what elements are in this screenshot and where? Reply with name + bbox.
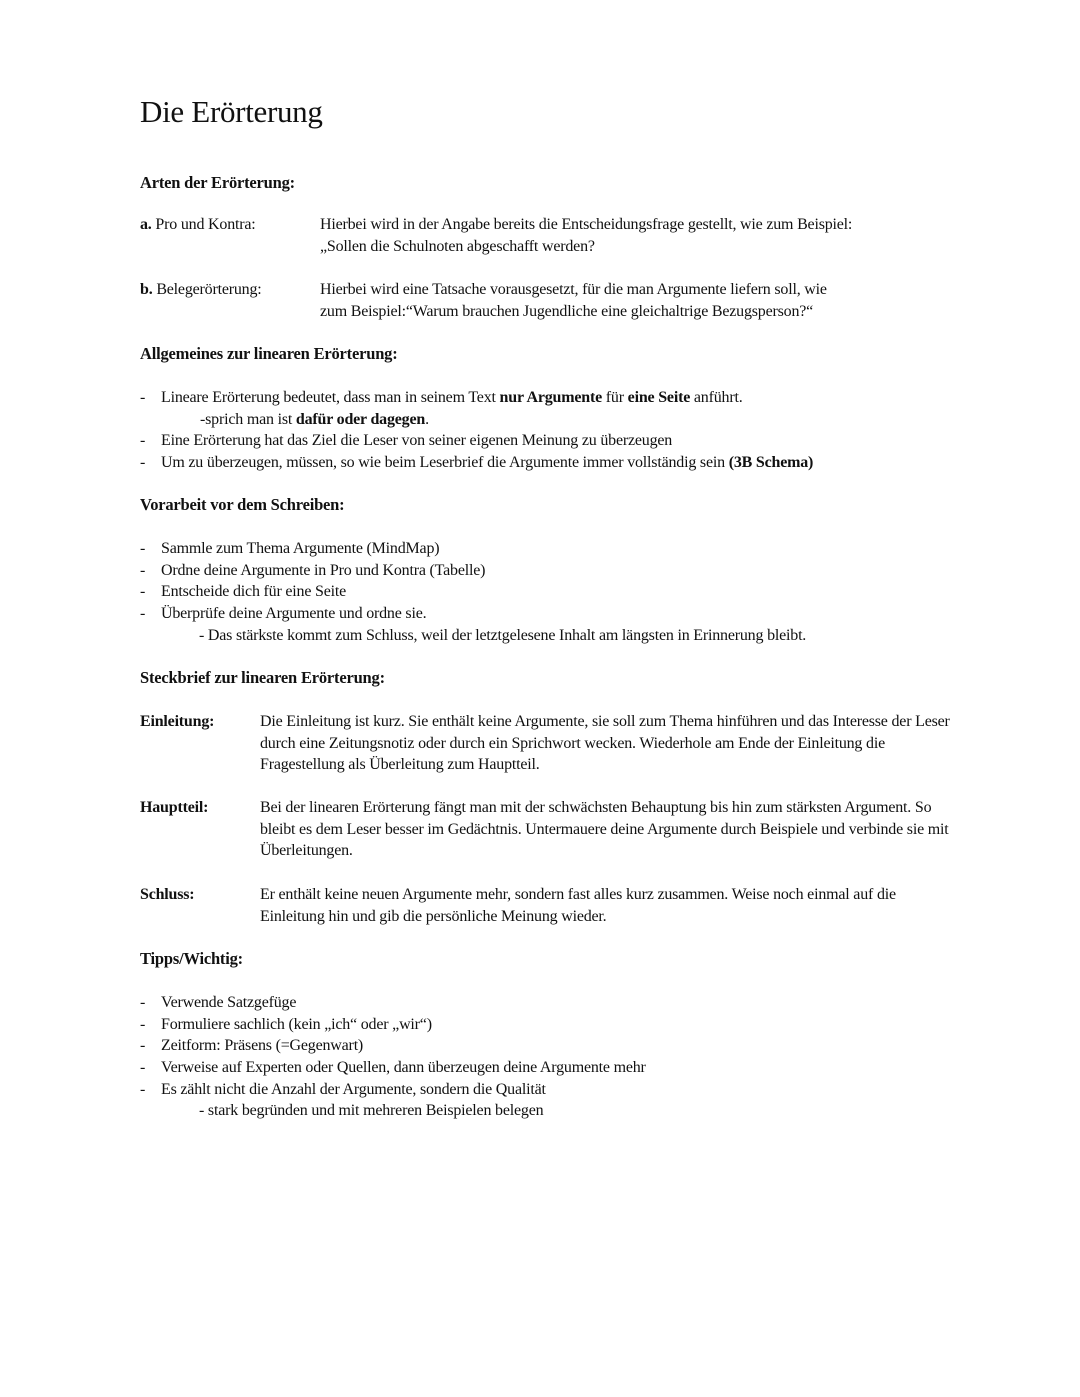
- vorarbeit-item-3: Entscheide dich für eine Seite: [161, 583, 347, 600]
- steckbrief-term-einleitung: Einleitung:: [140, 713, 215, 730]
- allgemeines-item-1: Lineare Erörterung bedeutet, dass man in seinem Text nur Argumente für eine Seite anführt.: [161, 389, 743, 406]
- bullet-dash: -: [140, 562, 146, 579]
- arten-body-b-line1: Hierbei wird eine Tatsache vorausgesetzt, für die man Argumente liefern soll, wie: [320, 281, 827, 298]
- arten-body-a-line1: Hierbei wird in der Angabe bereits die Entscheidungsfrage gestellt, wie zum Beispiel:: [320, 216, 853, 233]
- section-heading-allgemeines: Allgemeines zur linearen Erörterung:: [140, 344, 398, 363]
- vorarbeit-item-1: Sammle zum Thema Argumente (MindMap): [161, 540, 440, 557]
- steckbrief-term-schluss: Schluss:: [140, 886, 195, 903]
- bullet-dash: -: [140, 605, 146, 622]
- bullet-dash: -: [140, 1081, 146, 1098]
- bullet-dash: -: [140, 1037, 146, 1054]
- arten-body-a-line2: „Sollen die Schulnoten abgeschafft werden?: [320, 238, 595, 255]
- arten-term-a: a. Pro und Kontra:: [140, 216, 256, 233]
- tipps-item-3: Zeitform: Präsens (=Gegenwart): [161, 1037, 364, 1054]
- section-heading-arten: Arten der Erörterung:: [140, 173, 295, 192]
- bullet-dash: -: [140, 994, 146, 1011]
- tipps-item-5: Es zählt nicht die Anzahl der Argumente, sondern die Qualität: [161, 1081, 546, 1098]
- allgemeines-item-3: Um zu überzeugen, müssen, so wie beim Leserbrief die Argumente immer vollständig sein (3B Schema): [161, 454, 814, 471]
- arten-body-b-line2: zum Beispiel:“Warum brauchen Jugendliche eine gleichaltrige Bezugsperson?“: [320, 303, 814, 320]
- tipps-item-2: Formuliere sachlich (kein „ich“ oder „wir“): [161, 1016, 432, 1033]
- arten-term-b: b. Belegerörterung:: [140, 281, 262, 298]
- allgemeines-item-2: Eine Erörterung hat das Ziel die Leser von seiner eigenen Meinung zu überzeugen: [161, 432, 673, 449]
- tipps-item-5-sub: - stark begründen und mit mehreren Beispielen belegen: [199, 1102, 544, 1119]
- bullet-dash: -: [140, 583, 146, 600]
- allgemeines-item-1-sub: -sprich man ist dafür oder dagegen.: [200, 411, 429, 428]
- bullet-dash: -: [140, 454, 146, 471]
- bullet-dash: -: [140, 389, 146, 406]
- section-heading-tipps: Tipps/Wichtig:: [140, 949, 243, 968]
- steckbrief-text-einleitung: Die Einleitung ist kurz. Sie enthält keine Argumente, sie soll zum Thema hinführen und das Interesse der Leser durch eine Zeitungsnotiz oder durch ein Sprichwort wecken. Wiederhole am Ende der Einleitung die Fragestellung als Überleitung zum Hauptteil.: [260, 713, 950, 774]
- vorarbeit-item-4-sub: - Das stärkste kommt zum Schluss, weil der letztgelesene Inhalt am längsten in Erinnerung bleibt.: [199, 627, 807, 644]
- steckbrief-text-schluss: Er enthält keine neuen Argumente mehr, sondern fast alles kurz zusammen. Weise noch einmal auf die Einleitung hin und gib die persönliche Meinung wieder.: [260, 886, 896, 925]
- bullet-dash: -: [140, 1059, 146, 1076]
- tipps-item-1: Verwende Satzgefüge: [161, 994, 297, 1011]
- page-title: Die Erörterung: [140, 94, 323, 129]
- tipps-item-4: Verweise auf Experten oder Quellen, dann überzeugen deine Argumente mehr: [161, 1059, 646, 1076]
- vorarbeit-item-4: Überprüfe deine Argumente und ordne sie.: [161, 605, 427, 622]
- section-heading-steckbrief: Steckbrief zur linearen Erörterung:: [140, 668, 385, 687]
- steckbrief-term-hauptteil: Hauptteil:: [140, 799, 209, 816]
- section-heading-vorarbeit: Vorarbeit vor dem Schreiben:: [140, 495, 345, 514]
- vorarbeit-item-2: Ordne deine Argumente in Pro und Kontra (Tabelle): [161, 562, 486, 579]
- steckbrief-text-hauptteil: Bei der linearen Erörterung fängt man mit der schwächsten Behauptung bis hin zum stärksten Argument. So bleibt es dem Leser besser im Gedächtnis. Untermauere deine Argumente durch Beispiele und verbinde sie mit Überleitungen.: [260, 799, 949, 860]
- bullet-dash: -: [140, 540, 146, 557]
- bullet-dash: -: [140, 1016, 146, 1033]
- bullet-dash: -: [140, 432, 146, 449]
